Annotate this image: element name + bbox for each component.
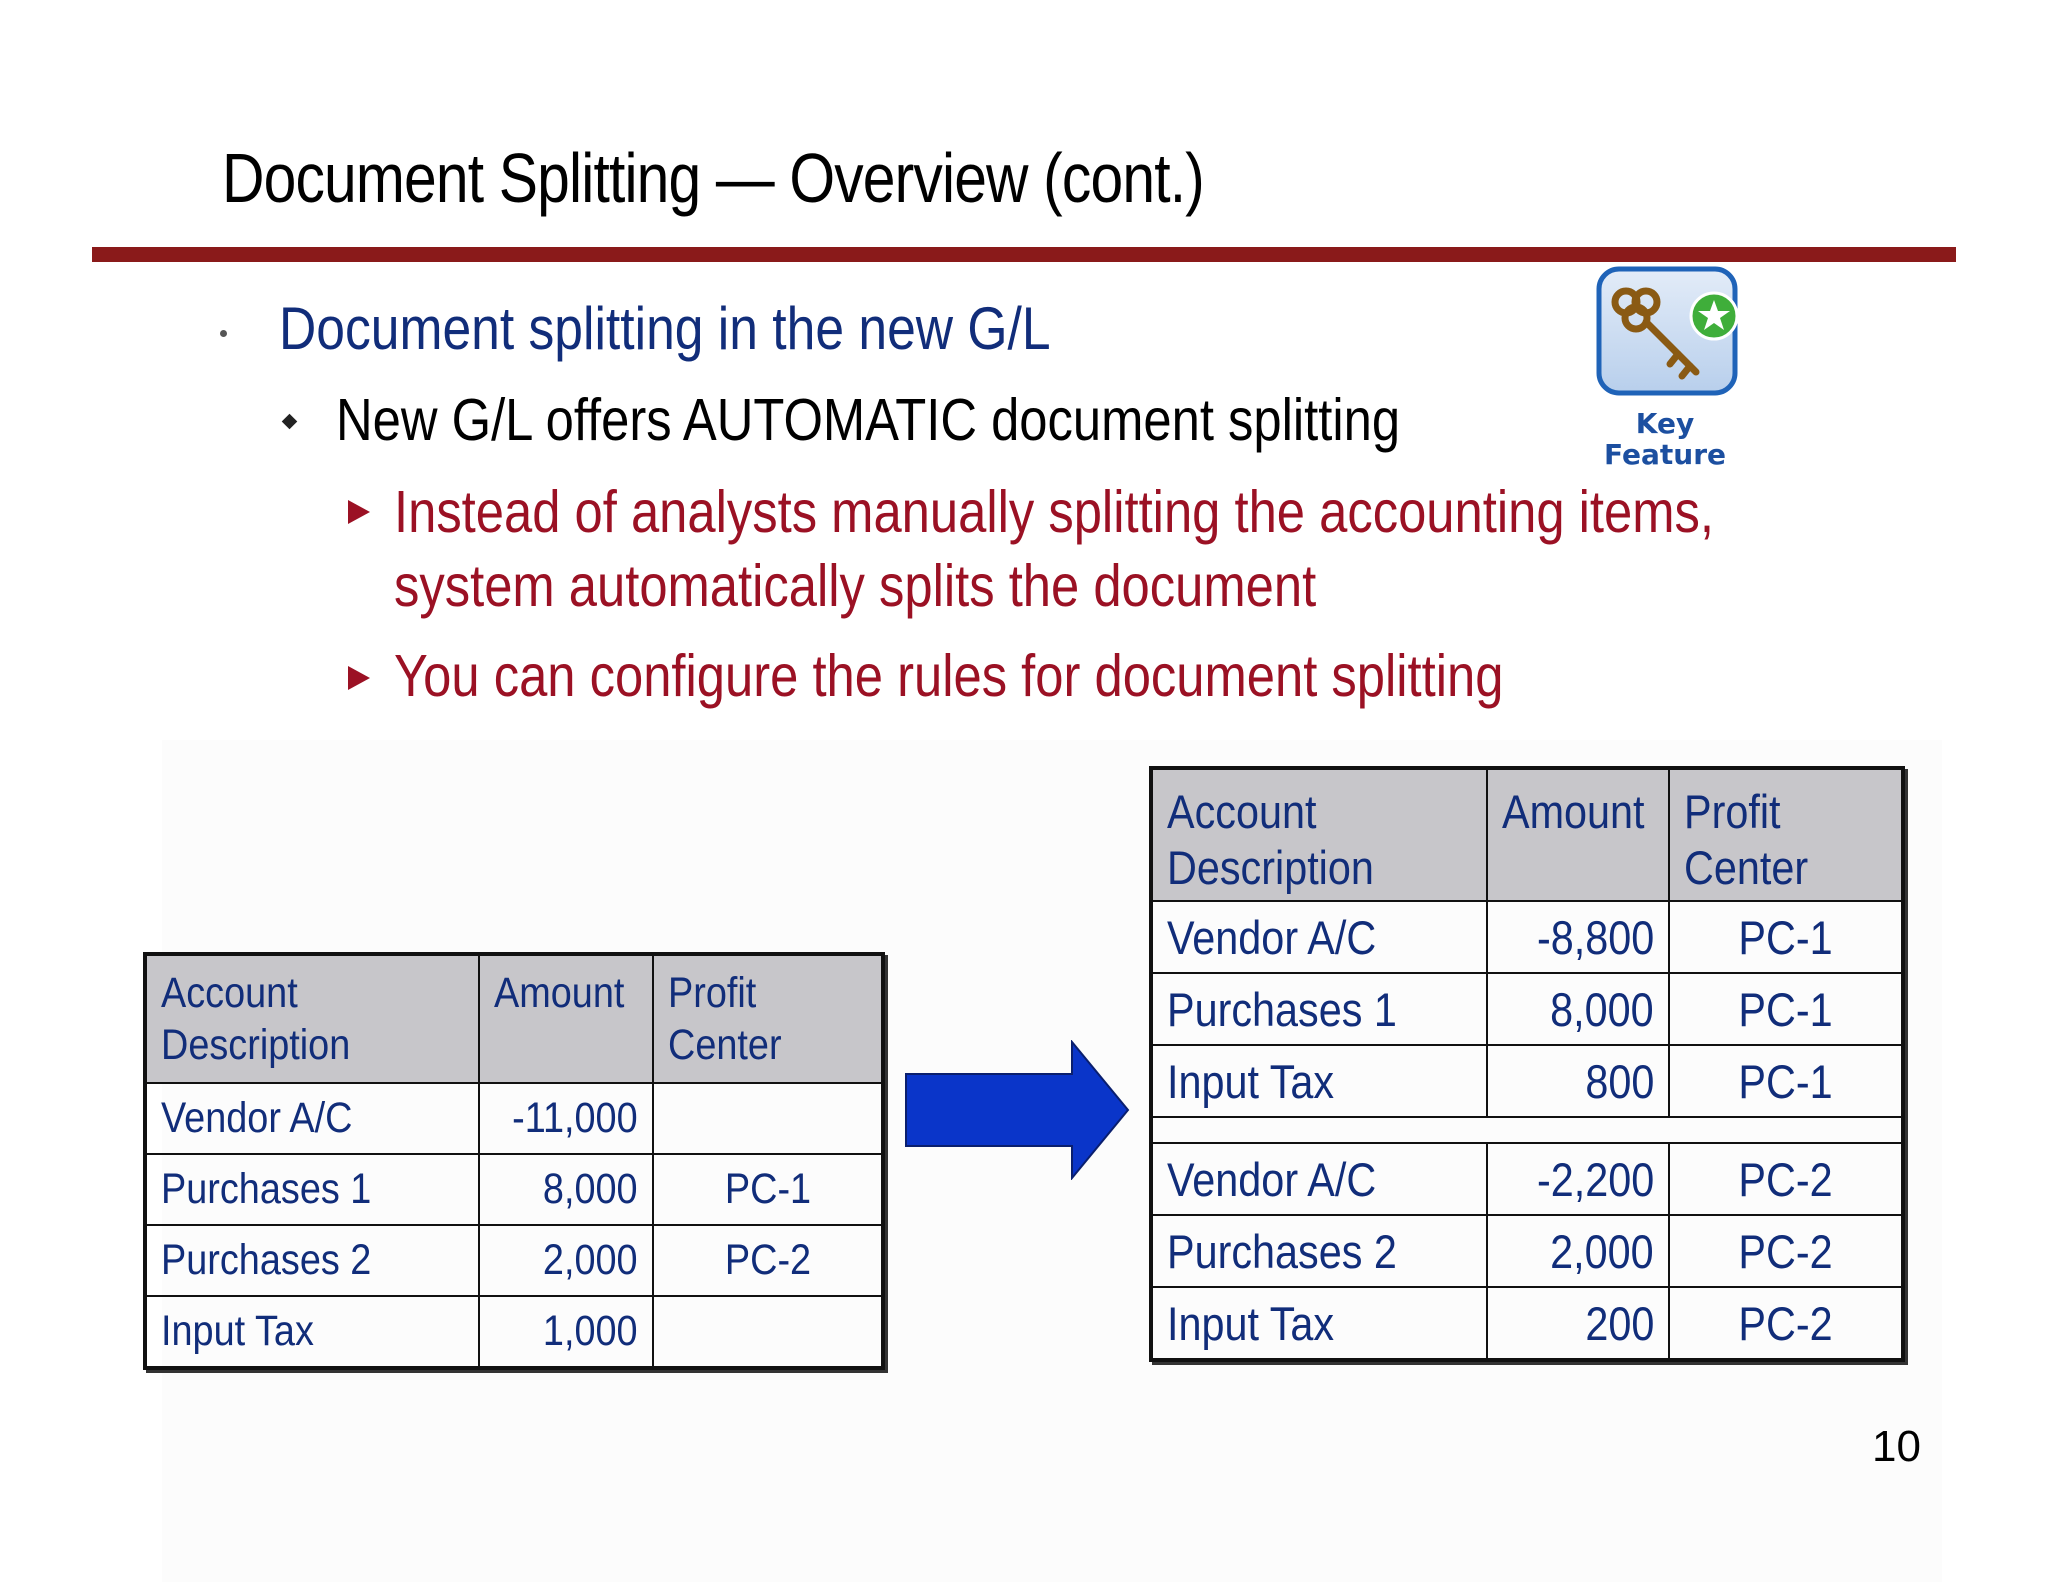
cell-profit-center-text: PC-1 — [1738, 1054, 1833, 1108]
header-amount-text: Amount — [1502, 785, 1645, 838]
table-row — [1151, 1143, 1903, 1215]
cell-amount — [1487, 1287, 1669, 1360]
cell-description — [145, 1225, 479, 1296]
cell-description — [1151, 1287, 1487, 1360]
bullet-level3-a-line2: system automatically splits the document — [394, 553, 1317, 619]
cell-description-text: Vendor A/C — [161, 1094, 353, 1142]
bullet-level3-a-line1: Instead of analysts manually splitting the accounting items, — [394, 479, 1714, 545]
cell-profit-center — [1669, 973, 1903, 1045]
cell-description-text: Vendor A/C — [1167, 1152, 1377, 1206]
cell-profit-center — [653, 1296, 883, 1368]
cell-amount — [479, 1296, 653, 1368]
cell-amount-text: 1,000 — [543, 1307, 638, 1355]
cell-amount — [1487, 901, 1669, 973]
key-feature-label — [1590, 408, 1740, 470]
key-feature-line1: Key — [1635, 407, 1695, 440]
right-arrow-icon — [904, 1040, 1130, 1180]
cell-description-text: Purchases 1 — [1167, 982, 1397, 1036]
table-row — [145, 1083, 883, 1154]
cell-description — [1151, 901, 1487, 973]
header-profit-center — [653, 954, 883, 1083]
cell-amount — [479, 1154, 653, 1225]
cell-profit-center-text: PC-2 — [724, 1236, 811, 1284]
table-header-row — [1151, 768, 1903, 901]
table-header-row — [145, 954, 883, 1083]
cell-description — [1151, 973, 1487, 1045]
key-feature-line2: Feature — [1604, 438, 1726, 471]
cell-profit-center-text: PC-1 — [724, 1165, 811, 1213]
cell-amount — [1487, 1045, 1669, 1117]
cell-amount-text: 8,000 — [543, 1165, 638, 1213]
cell-description — [1151, 1045, 1487, 1117]
cell-profit-center — [1669, 1045, 1903, 1117]
cell-profit-center — [1669, 1215, 1903, 1287]
cell-description — [145, 1154, 479, 1225]
key-feature-icon — [1596, 266, 1746, 396]
cell-amount-text: 200 — [1584, 1296, 1654, 1350]
cell-description — [145, 1083, 479, 1154]
cell-profit-center — [1669, 1143, 1903, 1215]
bullet-diamond-icon — [282, 414, 298, 430]
table-row — [1151, 973, 1903, 1045]
header-profit-center — [1669, 768, 1903, 901]
bullet-level3-b: You can configure the rules for document splitting — [394, 643, 1504, 709]
slide-title: Document Splitting — Overview (cont.) — [222, 139, 1204, 217]
bullet-dot-icon — [220, 330, 227, 337]
cell-amount — [1487, 973, 1669, 1045]
header-account-description — [1151, 768, 1487, 901]
cell-profit-center — [653, 1225, 883, 1296]
cell-description — [1151, 1143, 1487, 1215]
cell-profit-center — [1669, 901, 1903, 973]
header-account-description-text: Account Description — [161, 969, 351, 1069]
group-separator-cell — [1151, 1117, 1903, 1143]
cell-amount-text: 8,000 — [1550, 982, 1654, 1036]
cell-description — [145, 1296, 479, 1368]
cell-amount — [479, 1225, 653, 1296]
cell-amount-text: 2,000 — [543, 1236, 638, 1284]
cell-profit-center-text: PC-2 — [1738, 1152, 1833, 1206]
header-amount — [479, 954, 653, 1083]
cell-profit-center-text: PC-2 — [1738, 1224, 1833, 1278]
group-separator-row — [1151, 1117, 1903, 1143]
cell-amount-text: -2,200 — [1536, 1152, 1654, 1206]
cell-amount-text: 800 — [1584, 1054, 1654, 1108]
cell-profit-center — [653, 1154, 883, 1225]
page-number: 10 — [1872, 1422, 1921, 1471]
table-row — [145, 1296, 883, 1368]
cell-profit-center — [1669, 1287, 1903, 1360]
cell-profit-center-text: PC-1 — [1738, 982, 1833, 1036]
split-document-table — [1149, 766, 1905, 1362]
cell-description-text: Purchases 2 — [161, 1236, 372, 1284]
cell-description-text: Purchases 2 — [1167, 1224, 1397, 1278]
original-document-table — [143, 952, 885, 1370]
cell-amount — [1487, 1215, 1669, 1287]
cell-amount-text: 2,000 — [1550, 1224, 1654, 1278]
table-row — [1151, 901, 1903, 973]
cell-description-text: Purchases 1 — [161, 1165, 372, 1213]
cell-amount — [1487, 1143, 1669, 1215]
bullet-triangle-icon — [348, 666, 370, 690]
cell-amount-text: -8,800 — [1536, 910, 1654, 964]
cell-description — [1151, 1215, 1487, 1287]
cell-description-text: Vendor A/C — [1167, 910, 1377, 964]
bullet-level1: Document splitting in the new G/L — [279, 295, 1051, 362]
table-row — [145, 1225, 883, 1296]
header-account-description-text: Account Description — [1167, 785, 1374, 895]
cell-description-text: Input Tax — [161, 1307, 314, 1355]
cell-amount — [479, 1083, 653, 1154]
header-account-description — [145, 954, 479, 1083]
table-row — [1151, 1215, 1903, 1287]
cell-profit-center-text: PC-1 — [1738, 910, 1833, 964]
table-row — [145, 1154, 883, 1225]
cell-amount-text: -11,000 — [512, 1094, 638, 1142]
cell-profit-center-text: PC-2 — [1738, 1296, 1833, 1350]
header-profit-center-text: Profit Center — [668, 969, 782, 1069]
bullet-level2: New G/L offers AUTOMATIC document splitting — [336, 387, 1401, 453]
table-row — [1151, 1045, 1903, 1117]
header-amount — [1487, 768, 1669, 901]
bullet-triangle-icon — [348, 500, 370, 524]
cell-description-text: Input Tax — [1167, 1296, 1335, 1350]
table-row — [1151, 1287, 1903, 1360]
header-amount-text: Amount — [494, 969, 625, 1017]
cell-profit-center — [653, 1083, 883, 1154]
header-profit-center-text: Profit Center — [1684, 785, 1809, 895]
title-divider — [92, 247, 1956, 262]
cell-description-text: Input Tax — [1167, 1054, 1335, 1108]
